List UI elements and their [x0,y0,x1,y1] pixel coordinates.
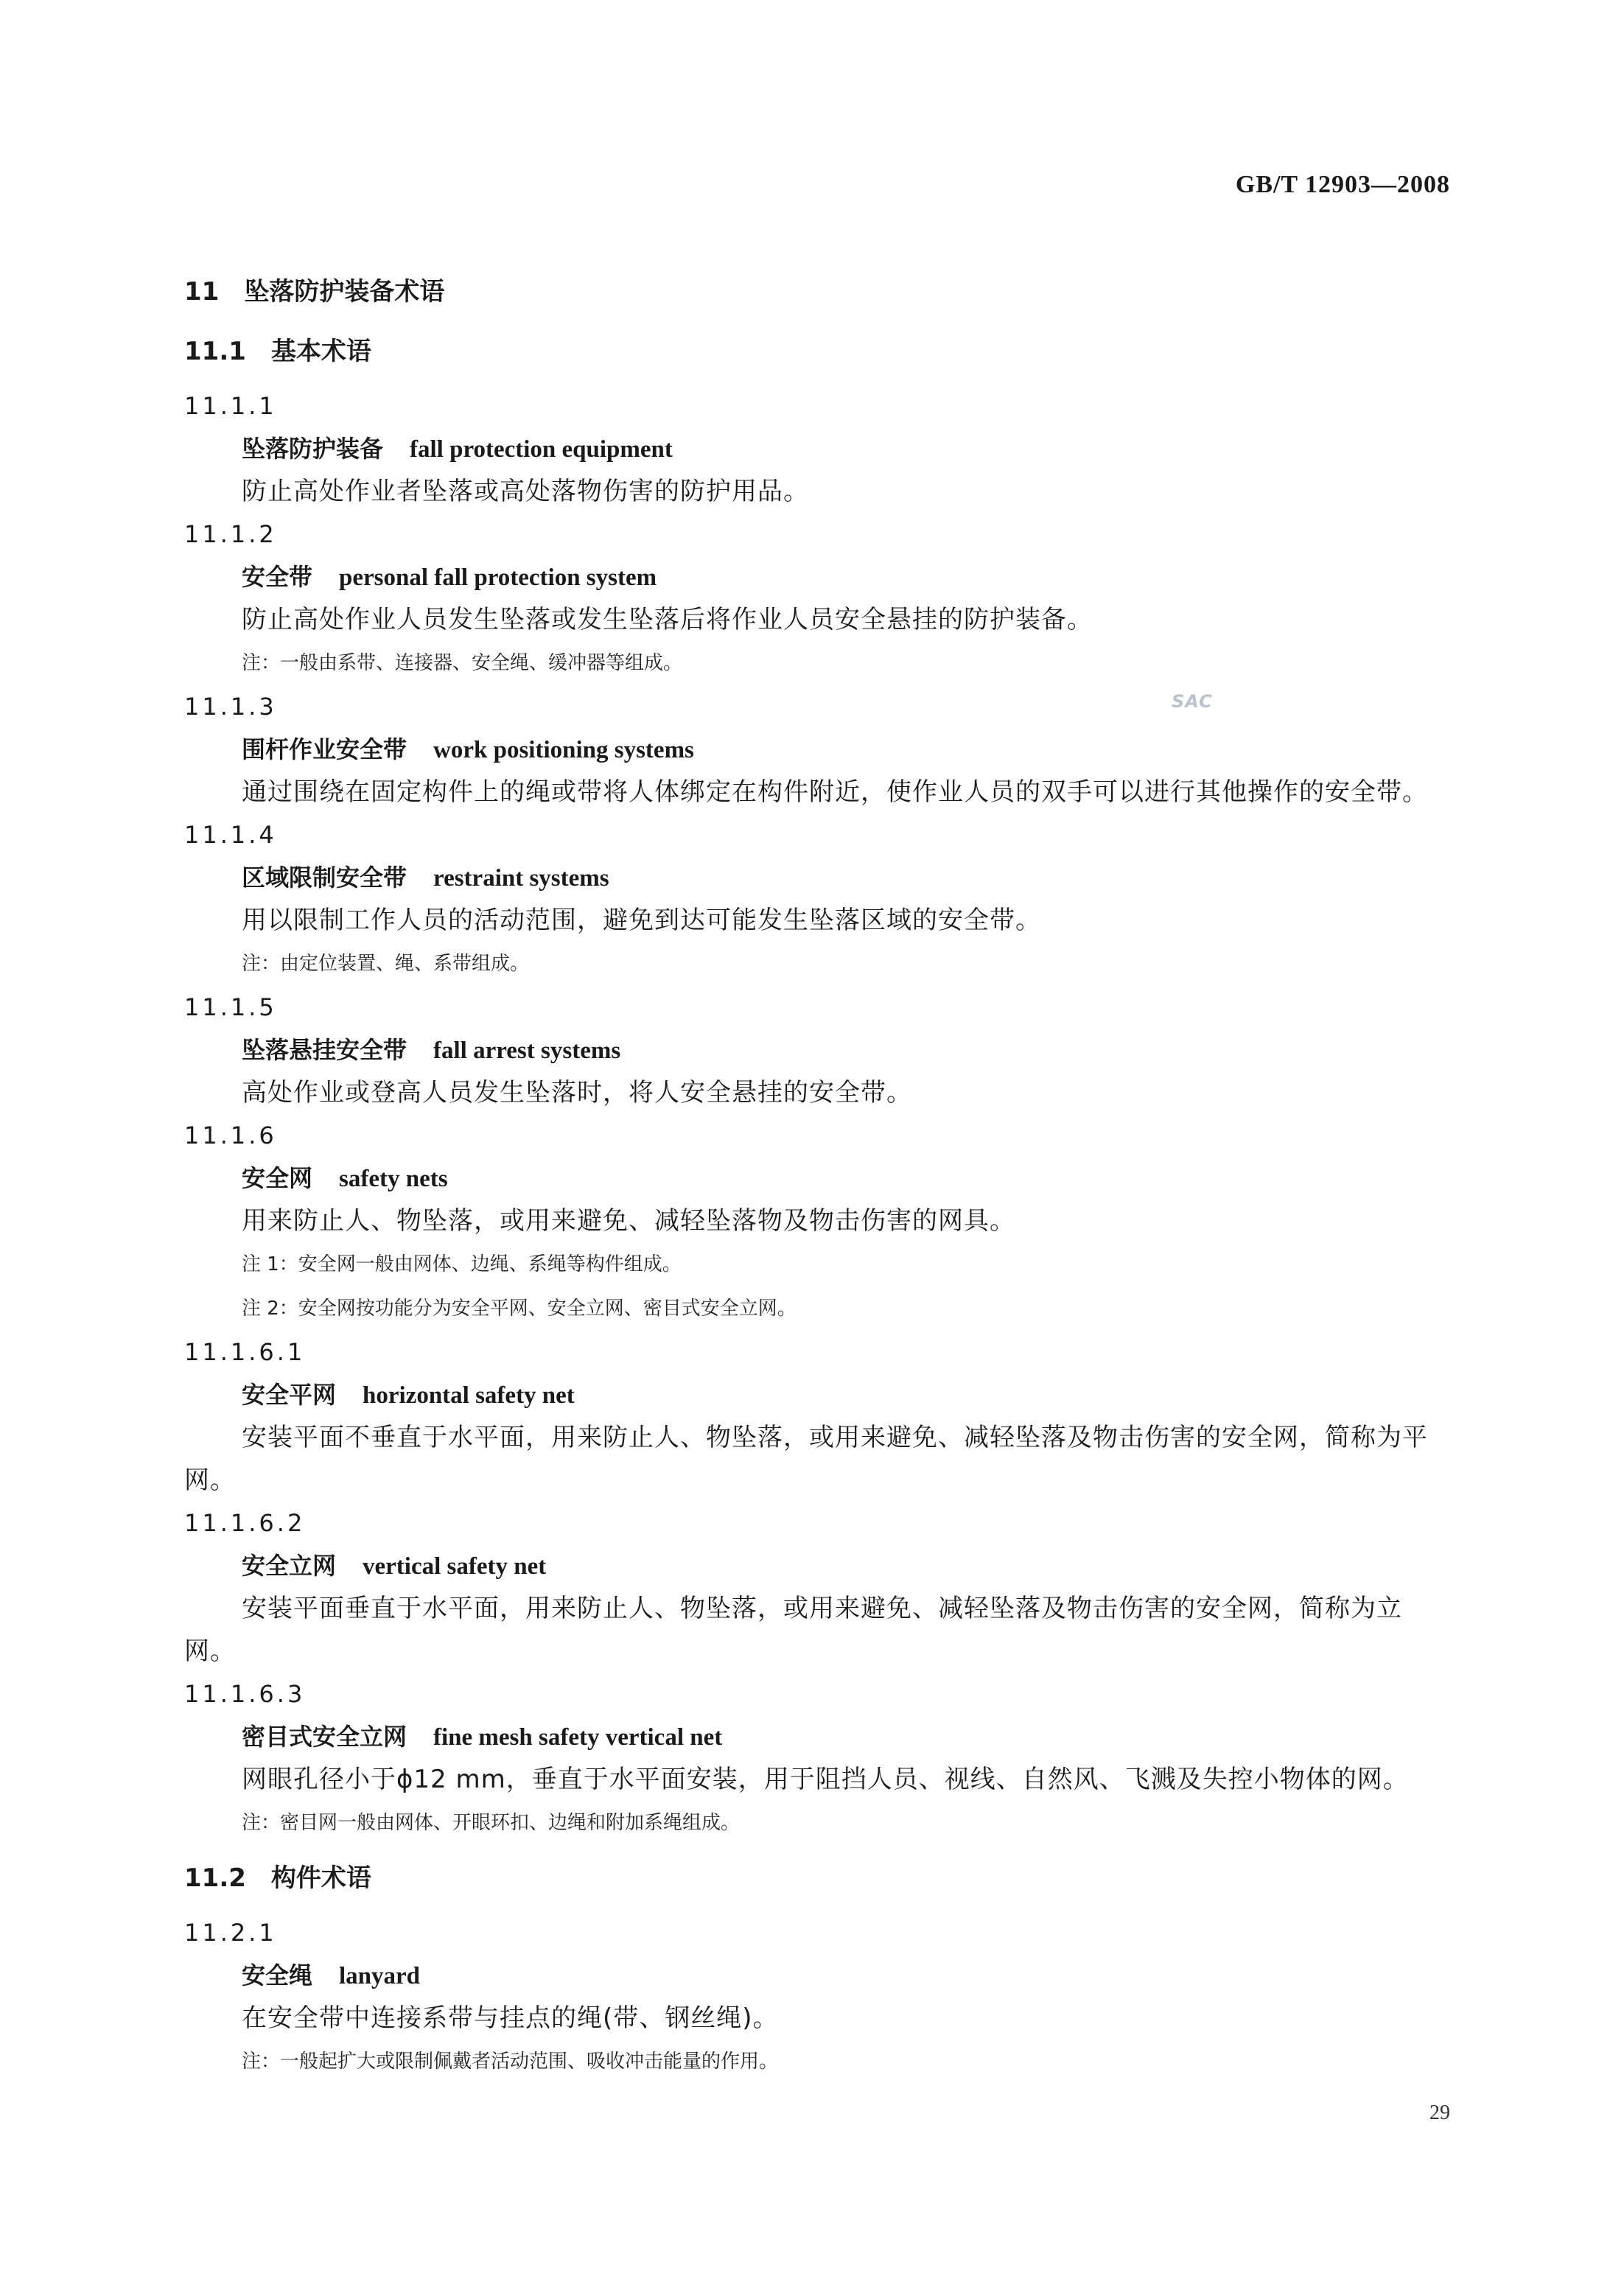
term-english: fall arrest systems [433,1037,621,1064]
term-line [184,728,1452,771]
page-number: 29 [1429,2101,1450,2124]
term-chinese: 区域限制安全带 [242,864,407,892]
term-number: 11.1.6.2 [184,1509,306,1537]
term-definition: 防止高处作业者坠落或高处落物伤害的防护用品。 [242,477,809,506]
term-definition: 用以限制工作人员的活动范围，避免到达可能发生坠落区域的安全带。 [242,906,1041,935]
term-definition: 在安全带中连接系带与挂点的绳(带、钢丝绳)。 [242,2003,779,2033]
term-number: 11.1.4 [184,821,277,849]
term-number: 11.1.5 [184,993,277,1021]
term-definition: 网眼孔径小于ϕ12 mm，垂直于水平面安装，用于阻挡人员、视线、自然风、飞溅及失控小物体的网。 [242,1765,1409,1794]
term-chinese: 安全网 [242,1164,313,1192]
term-number: 11.1.6.3 [184,1680,306,1708]
term-note: 注：由定位装置、绳、系带组成。 [242,953,530,975]
sac-watermark: SAC [1172,691,1213,712]
term-definition: 安装平面垂直于水平面，用来防止人、物坠落，或用来避免、减轻坠落及物击伤害的安全网，简称为立网。 [184,1594,1402,1666]
section-title: 11 坠落防护装备术语 [184,277,445,307]
term-line [184,856,1452,899]
term-line [184,556,1452,598]
term-number: 11.1.6 [184,1121,277,1149]
term-line [184,1544,1452,1587]
term-note: 注：密目网一般由网体、开眼环扣、边绳和附加系绳组成。 [242,1812,741,1834]
subsection-heading: 11.2 构件术语 [184,1863,371,1893]
term-english: safety nets [339,1166,448,1192]
term-note: 注：一般由系带、连接器、安全绳、缓冲器等组成。 [242,652,683,674]
term-chinese: 坠落防护装备 [242,435,384,463]
term-number: 11.1.2 [184,520,277,548]
term-chinese: 安全立网 [242,1552,337,1580]
term-chinese: 安全带 [242,563,313,591]
term-english: fall protection equipment [410,436,673,463]
term-chinese: 安全平网 [242,1381,337,1409]
term-number: 11.2.1 [184,1919,277,1947]
term-chinese: 围杆作业安全带 [242,735,407,763]
term-number: 11.1.1 [184,392,277,420]
term-english: restraint systems [433,865,609,892]
term-definition: 高处作业或登高人员发生坠落时，将人安全悬挂的安全带。 [242,1078,912,1107]
term-note: 注 2：安全网按功能分为安全平网、安全立网、密目式安全立网。 [242,1298,797,1320]
subsection-heading: 11.1 基本术语 [184,337,371,366]
term-english: work positioning systems [433,737,694,763]
term-line [184,1157,1452,1200]
term-chinese: 安全绳 [242,1961,313,1989]
document-body [184,330,1452,2084]
term-definition: 通过围绕在固定构件上的绳或带将人体绑定在构件附近，使作业人员的双手可以进行其他操作的安全带。 [242,777,1428,807]
term-english: fine mesh safety vertical net [433,1724,723,1751]
term-definition: 用来防止人、物坠落，或用来避免、减轻坠落物及物击伤害的网具。 [242,1206,1015,1236]
term-line [184,1954,1452,1997]
term-line [184,1715,1452,1758]
term-line [184,1029,1452,1071]
term-number: 11.1.6.1 [184,1338,306,1366]
term-english: vertical safety net [363,1553,547,1580]
term-english: lanyard [339,1963,421,1989]
term-line [184,1373,1452,1416]
term-line [184,427,1452,470]
term-number: 11.1.3 [184,693,277,721]
term-note: 注：一般起扩大或限制佩戴者活动范围、吸收冲击能量的作用。 [242,2051,779,2073]
term-definition: 防止高处作业人员发生坠落或发生坠落后将作业人员安全悬挂的防护装备。 [242,605,1093,634]
term-chinese: 密目式安全立网 [242,1723,407,1751]
term-english: horizontal safety net [363,1382,575,1409]
term-definition: 安装平面不垂直于水平面，用来防止人、物坠落，或用来避免、减轻坠落及物击伤害的安全网，简称为平网。 [184,1423,1428,1495]
term-chinese: 坠落悬挂安全带 [242,1036,407,1064]
term-english: personal fall protection system [339,564,657,591]
standard-code: GB/T 12903—2008 [1235,171,1450,198]
term-note: 注 1：安全网一般由网体、边绳、系绳等构件组成。 [242,1253,682,1275]
